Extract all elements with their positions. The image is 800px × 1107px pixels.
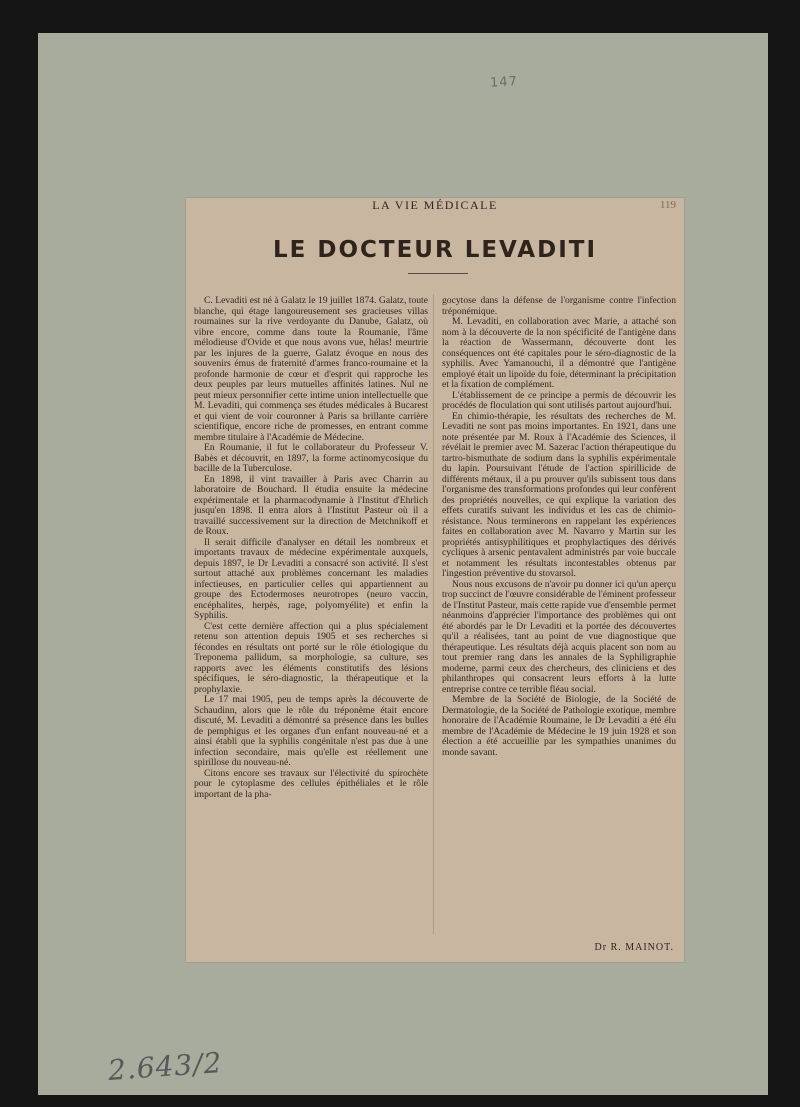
paragraph: Il serait difficile d'analyser en détail les nombreux et importants travaux de médecine expérimentale auxquels, depuis 1897, le Dr Levaditi a consacré son activité. Il s'est surtout attaché aux problèmes concernant les maladies infectieuses, en particulier celles qui appartiennent au groupe des Ectodermoses neurotropes (neuro vaccin, encéphalites, herpès, rage, polyomyélite) et enfin la Syphilis. xyxy=(194,536,428,621)
paragraph: En chimio-thérapie, les résultats des recherches de M. Levaditi ne sont pas moins importantes. En 1921, dans une note présentée par M. Roux à l'Académie des Sciences, il révélait le premier avec M. Sazerac l'action thérapeutique du tartro-bismuthate de sodium dans la syphilis expérimentale du lapin. Poursuivant l'étude de l'action spirillicide de différents métaux, il a pu prouver qu'ils subissent tous dans l'organisme des transformations profondes qui leur confèrent des propriétés nouvelles, ce qui explique la variation des effets curatifs suivant les individus et les cas de chimio-résistance. Nous terminerons en rappelant les expériences faites en collaboration avec M. Navarro y Martin sur les propriétés antisyphilitiques et prophylactiques des dérivés cycliques à arsenic pentavalent administrés par voie buccale et notamment les résultats incontestables obtenus par l'ingestion préventive du stovarsol. xyxy=(442,410,676,579)
paragraph: C'est cette dernière affection qui a plus spécialement retenu son attention depuis 1905 et ses recherches si fécondes en résultats ont porté sur le rôle étiologique du Treponema pallidum, sa morphologie, sa culture, ses rapports avec les éléments constitutifs des lésions spécifiques, le séro-diagnostic, la thérapeutique et la prophylaxie. xyxy=(194,620,428,695)
mounting-board xyxy=(38,33,768,1095)
column-divider xyxy=(433,294,434,934)
newspaper-clipping xyxy=(186,198,684,962)
paragraph: Nous nous excusons de n'avoir pu donner ici qu'un aperçu trop succinct de l'œuvre considérable de l'éminent professeur de l'Institut Pasteur, mais cette rapide vue d'ensemble permet néanmoins d'apprécier l'importance des problèmes qui ont été abordés par le Dr Levaditi et la portée des découvertes qu'il a réalisées, tant au point de vue diagnostique que thérapeutique. Les résultats déjà acquis placent son nom au tout premier rang dans les annales de la Syphiligraphie moderne, parmi ceux des chercheurs, des cliniciens et des philanthropes qui consacrent leurs efforts à la lutte entreprise contre ce terrible fléau social. xyxy=(442,578,676,695)
paragraph: Citons encore ses travaux sur l'électivité du spirochète pour le cytoplasme des cellules épithéliales et le rôle important de la pha- xyxy=(194,767,428,800)
page-number: 119 xyxy=(659,199,676,211)
paragraph: C. Levaditi est né à Galatz le 19 juillet 1874. Galatz, toute blanche, qui étage langoureusement ses gracieuses villas roumaines sur la rive verdoyante du Danube, Galatz, où vibre encore, comme dans toute la Roumanie, l'âme mélodieuse d'Ovide et que nous avons vue, hélas! meurtrie par les injures de la guerre, Galatz évoque en nous des souvenirs émus de fraternité d'armes franco-roumaine et la profonde harmonie de cœur et d'esprit qui rapproche les deux peuples par leurs mutuelles affinités latines. Nul ne peut mieux personnifier cette intime union intellectuelle que M. Levaditi, qui commença ses études médicales à Bucarest et qui vient de voir couronner à Paris sa brillante carrière scientifique, encore riche de promesses, en entrant comme membre titulaire à l'Académie de Médecine. xyxy=(194,295,428,443)
paragraph: L'établissement de ce principe a permis de découvrir les procédés de floculation qui sont utilisés partout aujourd'hui. xyxy=(442,389,676,411)
title-rule xyxy=(408,273,468,274)
paragraph: En Roumanie, il fut le collaborateur du Professeur V. Babès et découvrit, en 1897, la forme actinomycosique du bacille de la Tuberculose. xyxy=(194,442,428,474)
paragraph: Membre de la Société de Biologie, de la Société de Dermatologie, de la Société de Pathologie exotique, membre honoraire de l'Académie Roumaine, le Dr Levaditi a été élu membre de l'Académie de Médecine le 19 juin 1928 et son élection a été accueillie par les sympathies unanimes du monde savant. xyxy=(442,694,676,758)
paragraph: gocytose dans la défense de l'organisme contre l'infection tréponémique. xyxy=(442,295,676,317)
left-column xyxy=(194,296,428,800)
running-head: LA VIE MÉDICALE xyxy=(372,198,498,212)
paragraph: M. Levaditi, en collaboration avec Marie, a attaché son nom à la découverte de la non spécificité de l'antigène dans la réaction de Wassermann, découverte dont les conséquences ont été capitales pour le séro-diagnostic de la syphilis. Avec Yamanouchi, il a démontré que l'antigène employé était un lipoïde du foie, déterminant la précipitation et la fixation de complément. xyxy=(442,316,676,390)
author-byline: Dr R. MAINOT. xyxy=(594,942,674,953)
paragraph: En 1898, il vint travailler à Paris avec Charrin au laboratoire de Bouchard. Il étudia ensuite la médecine expérimentale et la pharmacodynamie à l'Institut d'Ehrlich jusqu'en 1898. Il entra alors à l'Institut Pasteur où il a travaillé successivement sur la direction de Metchnikoff et de Roux. xyxy=(194,473,428,537)
pencil-note: 147 xyxy=(489,74,519,91)
paragraph: Le 17 mai 1905, peu de temps après la découverte de Schaudinn, alors que le rôle du tréponème était encore discuté, M. Levaditi a démontré sa présence dans les bulles de pemphigus et les organes d'un enfant nouveau-né et a ainsi établi que la syphilis congénitale n'est pas due à une infection secondaire, mais qu'elle est réellement une spirillose du nouveau-né. xyxy=(194,694,428,768)
article-title: LE DOCTEUR LEVADITI xyxy=(273,237,597,263)
inventory-number: 2.643/2 xyxy=(106,1046,224,1087)
right-column xyxy=(442,296,676,758)
